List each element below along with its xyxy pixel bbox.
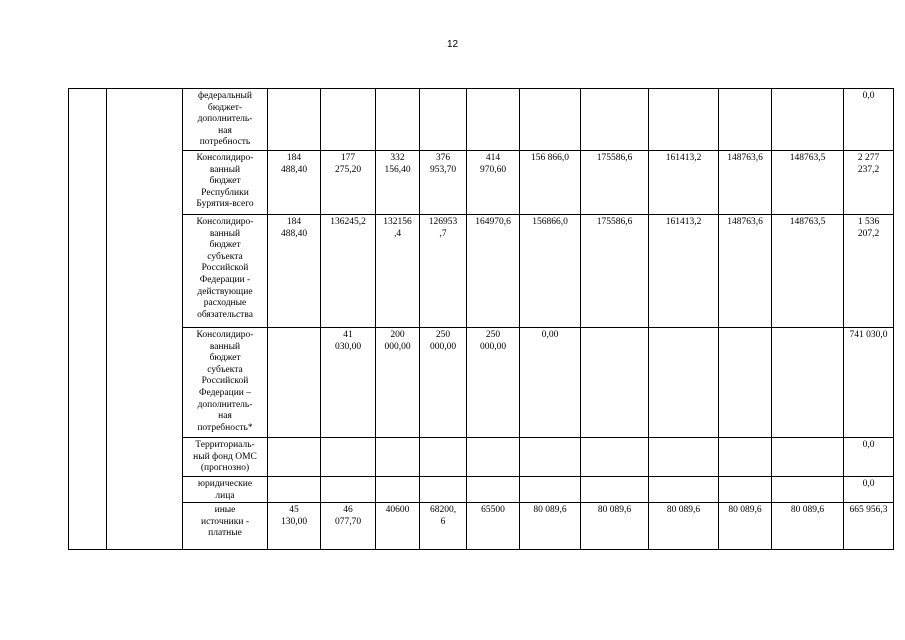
cell	[581, 328, 649, 438]
cell: 156866,0	[520, 215, 581, 328]
cell	[520, 89, 581, 151]
table-row	[69, 438, 894, 477]
cell	[581, 477, 649, 503]
cell-total: 665 956,3	[844, 503, 894, 550]
cell-total: 1 536 207,2	[844, 215, 894, 328]
row-label: юридические лица	[183, 477, 268, 503]
cell: 65500	[467, 503, 520, 550]
cell-total: 741 030,0	[844, 328, 894, 438]
cell: 80 089,6	[581, 503, 649, 550]
cell: 68200, 6	[420, 503, 467, 550]
cell: 45 130,00	[268, 503, 321, 550]
cell: 161413,2	[649, 215, 719, 328]
page-number: 12	[446, 39, 459, 50]
cell	[321, 438, 376, 477]
cell	[420, 89, 467, 151]
cell	[467, 477, 520, 503]
cell	[719, 89, 772, 151]
cell	[649, 328, 719, 438]
cell: 80 089,6	[772, 503, 844, 550]
cell: 414 970,60	[467, 151, 520, 215]
cell	[772, 328, 844, 438]
cell	[420, 438, 467, 477]
row-label: федеральный бюджет- дополнитель- ная потребность	[183, 89, 268, 151]
cell: 200 000,00	[376, 328, 420, 438]
row-label: Консолидиро- ванный бюджет субъекта Российской Федерации - действующие расходные обязательства	[183, 215, 268, 328]
cell: 148763,6	[719, 151, 772, 215]
cell	[268, 438, 321, 477]
cell: 80 089,6	[649, 503, 719, 550]
cell: 175586,6	[581, 215, 649, 328]
cell: 41 030,00	[321, 328, 376, 438]
cell: 376 953,70	[420, 151, 467, 215]
cell: 177 275,20	[321, 151, 376, 215]
cell	[772, 89, 844, 151]
cell: 46 077,70	[321, 503, 376, 550]
cell: 148763,5	[772, 151, 844, 215]
cell: 161413,2	[649, 151, 719, 215]
table-row	[69, 215, 894, 328]
table-row	[69, 328, 894, 438]
cell	[376, 438, 420, 477]
budget-table	[68, 88, 894, 550]
cell: 0,00	[520, 328, 581, 438]
cell: 132156 ,4	[376, 215, 420, 328]
cell	[420, 477, 467, 503]
blank-column-2	[107, 89, 183, 550]
cell	[772, 477, 844, 503]
row-label: Территориаль- ный фонд ОМС (прогнозно)	[183, 438, 268, 477]
cell: 250 000,00	[420, 328, 467, 438]
cell	[719, 438, 772, 477]
cell	[376, 89, 420, 151]
cell: 148763,6	[719, 215, 772, 328]
cell	[376, 477, 420, 503]
cell: 80 089,6	[719, 503, 772, 550]
cell	[268, 477, 321, 503]
cell-total: 0,0	[844, 89, 894, 151]
cell-total: 2 277 237,2	[844, 151, 894, 215]
cell: 148763,5	[772, 215, 844, 328]
cell	[649, 89, 719, 151]
row-label: иные источники - платные	[183, 503, 268, 550]
row-label: Консолидиро- ванный бюджет субъекта Российской Федерации – дополнитель- ная потребность*	[183, 328, 268, 438]
cell	[719, 477, 772, 503]
table-row	[69, 151, 894, 215]
table-row	[69, 503, 894, 550]
cell	[719, 328, 772, 438]
table-row	[69, 477, 894, 503]
cell: 184 488,40	[268, 151, 321, 215]
cell-total: 0,0	[844, 438, 894, 477]
cell: 175586,6	[581, 151, 649, 215]
cell	[649, 477, 719, 503]
cell	[772, 438, 844, 477]
cell: 250 000,00	[467, 328, 520, 438]
cell: 136245,2	[321, 215, 376, 328]
cell	[467, 438, 520, 477]
table-row	[69, 89, 894, 151]
cell	[268, 328, 321, 438]
table-body	[69, 89, 894, 550]
row-label: Консолидиро- ванный бюджет Республики Бурятия-всего	[183, 151, 268, 215]
cell	[581, 89, 649, 151]
cell: 156 866,0	[520, 151, 581, 215]
blank-column-1	[69, 89, 107, 550]
cell	[467, 89, 520, 151]
cell	[520, 477, 581, 503]
cell: 80 089,6	[520, 503, 581, 550]
cell: 126953 ,7	[420, 215, 467, 328]
cell: 332 156,40	[376, 151, 420, 215]
cell	[268, 89, 321, 151]
cell: 184 488,40	[268, 215, 321, 328]
cell	[520, 438, 581, 477]
cell	[649, 438, 719, 477]
cell	[581, 438, 649, 477]
cell-total: 0,0	[844, 477, 894, 503]
cell: 40600	[376, 503, 420, 550]
cell: 164970,6	[467, 215, 520, 328]
cell	[321, 89, 376, 151]
cell	[321, 477, 376, 503]
